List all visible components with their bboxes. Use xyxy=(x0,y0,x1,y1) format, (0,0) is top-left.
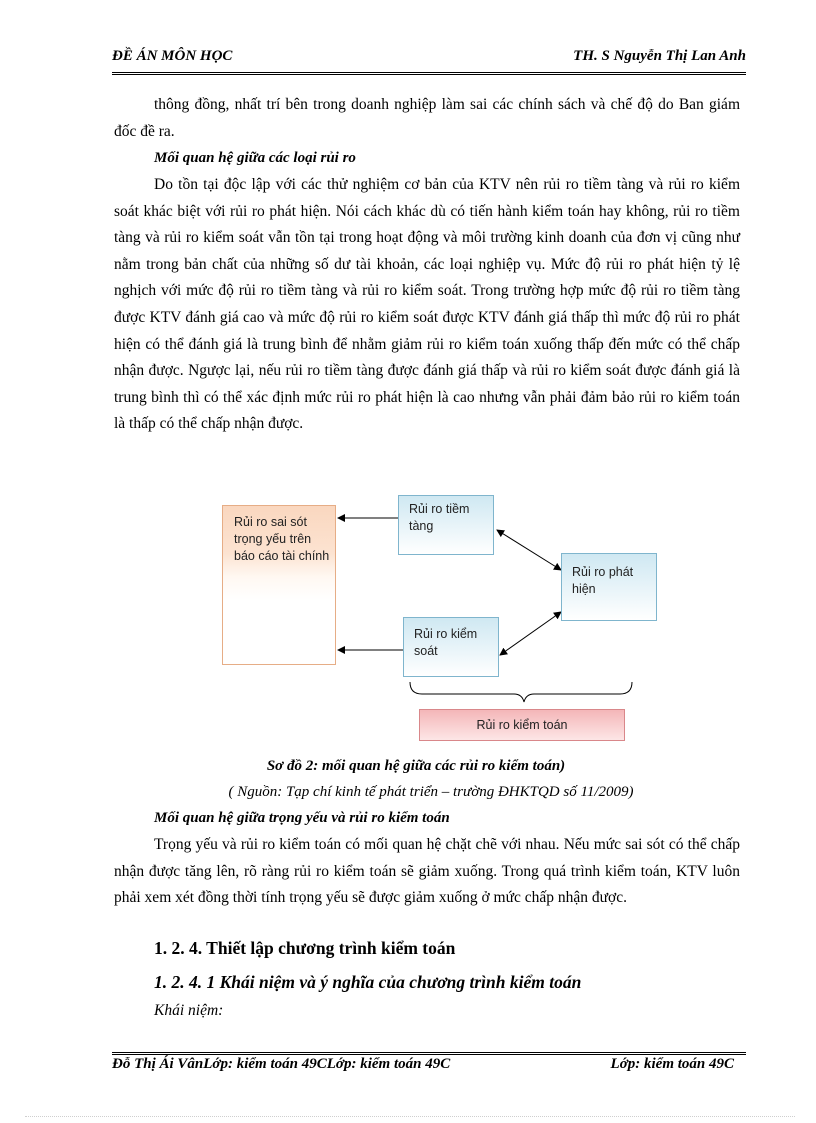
section-heading-1-2-4-1: 1. 2. 4. 1 Khái niệm và ý nghĩa của chương trình kiểm toán xyxy=(154,972,582,992)
paragraph-1: thông đồng, nhất trí bên trong doanh nghiệp làm sai các chính sách và chế độ do Ban giám đốc đề ra. xyxy=(114,96,740,140)
subheading-materiality-risk: Mối quan hệ giữa trọng yếu và rủi ro kiểm toán xyxy=(154,810,450,826)
header-rule xyxy=(112,72,746,75)
header-title: ĐỀ ÁN MÔN HỌC xyxy=(112,48,233,64)
section-heading-1-2-4: 1. 2. 4. Thiết lập chương trình kiểm toán xyxy=(154,938,456,958)
page-bottom-border xyxy=(25,1116,795,1117)
page-header xyxy=(112,48,746,70)
paragraph-2: Do tồn tại độc lập với các thử nghiệm cơ bản của KTV nên rủi ro tiềm tàng và rủi ro kiểm soát khác biệt với rủi ro phát hiện. Nói cách khác dù có tiến hành kiểm toán hay không, rủi ro tiềm tàng và rủi ro kiểm soát vẫn tồn tại trong hoạt động và môi trường kinh doanh của đơn vị cũng như nằm trong bản chất của những số dư tài khoản, các loại nghiệp vụ. Mức độ rủi ro phát hiện tỷ lệ nghịch với mức độ rủi ro tiềm tàng và rủi ro kiểm soát. Trong trường hợp mức độ rủi ro tiềm tàng được KTV đánh giá cao và mức độ rủi ro kiểm soát được KTV đánh giá thấp thì mức độ rủi ro phát hiện có thể đánh giá là trung bình để nhằm giảm rủi ro kiểm toán xuống thấp đến mức có thể chấp nhận được. Ngược lại, nếu rủi ro tiềm tàng được đánh giá thấp và rủi ro kiểm soát được đánh giá là trung bình thì có thể xác định mức rủi ro phát hiện là cao nhưng vẫn phải đảm bảo rủi ro kiểm toán là thấp có thể chấp nhận được. xyxy=(114,176,740,433)
header-author: TH. S Nguyễn Thị Lan Anh xyxy=(573,48,746,64)
footer-rule xyxy=(112,1052,746,1055)
diagram-caption: Sơ đồ 2: mối quan hệ giữa các rủi ro kiểm toán) xyxy=(266,758,566,774)
box-control-risk: Rủi ro kiểm soát xyxy=(403,617,499,677)
box-detection-risk: Rủi ro phát hiện xyxy=(561,553,657,621)
subheading-risk-relations: Mối quan hệ giữa các loại rủi ro xyxy=(154,150,356,166)
arrow-tiemtang-phathien xyxy=(497,530,561,570)
diagram-source: ( Nguồn: Tạp chí kinh tế phát triển – trường ĐHKTQD số 11/2009) xyxy=(228,784,634,800)
arrow-kiemsoat-phathien xyxy=(500,612,561,655)
paragraph-3: Trọng yếu và rủi ro kiểm toán có mối quan hệ chặt chẽ với nhau. Nếu mức sai sót có thể chấp nhận được tăng lên, rõ ràng rủi ro kiểm toán sẽ giảm xuống. Trong quá trình kiểm toán, KTV luôn phải xem xét đồng thời tính trọng yếu sẽ được giảm xuống ở mức chấp nhận được. xyxy=(114,836,740,907)
box-material-misstatement-risk: Rủi ro sai sót trọng yếu trên báo cáo tài chính xyxy=(222,505,336,665)
footer-student: Đỗ Thị Ái VânLớp: kiểm toán 49CLớp: kiểm toán 49C xyxy=(112,1056,451,1072)
box-audit-risk: Rủi ro kiểm toán xyxy=(419,709,625,741)
curly-brace xyxy=(410,682,632,702)
box-inherent-risk: Rủi ro tiềm tàng xyxy=(398,495,494,555)
footer-class: Lớp: kiểm toán 49C xyxy=(610,1056,734,1072)
definition-label: Khái niệm: xyxy=(154,1002,224,1019)
page-footer xyxy=(112,1056,746,1078)
